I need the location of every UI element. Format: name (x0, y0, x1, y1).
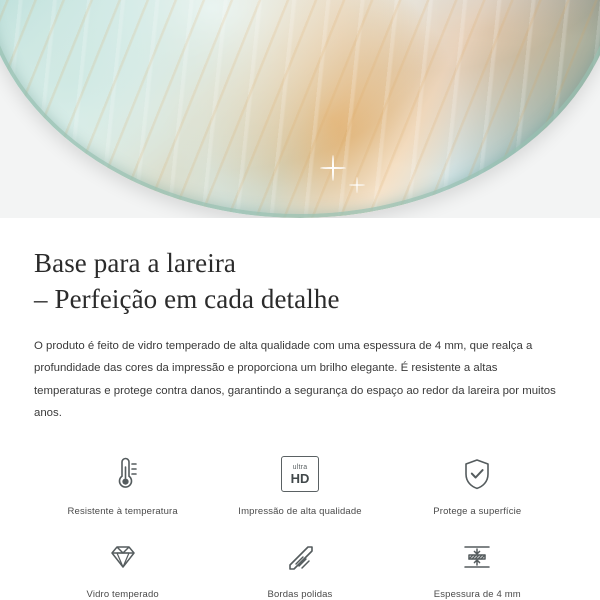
feature-item (389, 450, 566, 517)
feature-label: Vidro temperado (86, 589, 159, 600)
page-title (34, 246, 566, 317)
thermometer-icon (99, 450, 147, 498)
headline-line-2: – Perfeição em cada detalhe (34, 283, 340, 314)
ultra-hd-badge-top: ultra (292, 463, 308, 471)
feature-item (34, 533, 211, 600)
feature-item (211, 450, 388, 517)
description-text: O produto é feito de vidro temperado de alta qualidade com uma espessura de 4 mm, que realça a profundidade das cores da impressão e proporciona um brilho elegante. É resistente a altas temperaturas e protege contra danos, garantindo a segurança do espaço ao redor da lareira por muitos anos. (34, 340, 556, 419)
glass-plate-image (0, 0, 600, 218)
feature-label: Impressão de alta qualidade (238, 506, 362, 518)
feature-item (389, 533, 566, 600)
feature-item (34, 450, 211, 517)
marble-print-art (0, 0, 600, 218)
feature-item (211, 533, 388, 600)
headline-line-1: Base para a lareira (34, 248, 237, 278)
feature-grid (34, 450, 566, 600)
feature-label: Bordas polidas (267, 589, 333, 600)
feature-label: Espessura de 4 mm (433, 589, 521, 600)
thickness-icon (453, 533, 501, 581)
feature-label: Protege a superfície (433, 506, 522, 518)
ultra-hd-icon (276, 450, 324, 498)
hero-image (0, 0, 600, 218)
feature-label: Resistente à temperatura (67, 506, 178, 518)
ultra-hd-badge-bottom: HD (290, 470, 310, 486)
shield-check-icon (453, 450, 501, 498)
diamond-icon (99, 533, 147, 581)
content-area (0, 246, 600, 600)
polished-edges-icon (276, 533, 324, 581)
